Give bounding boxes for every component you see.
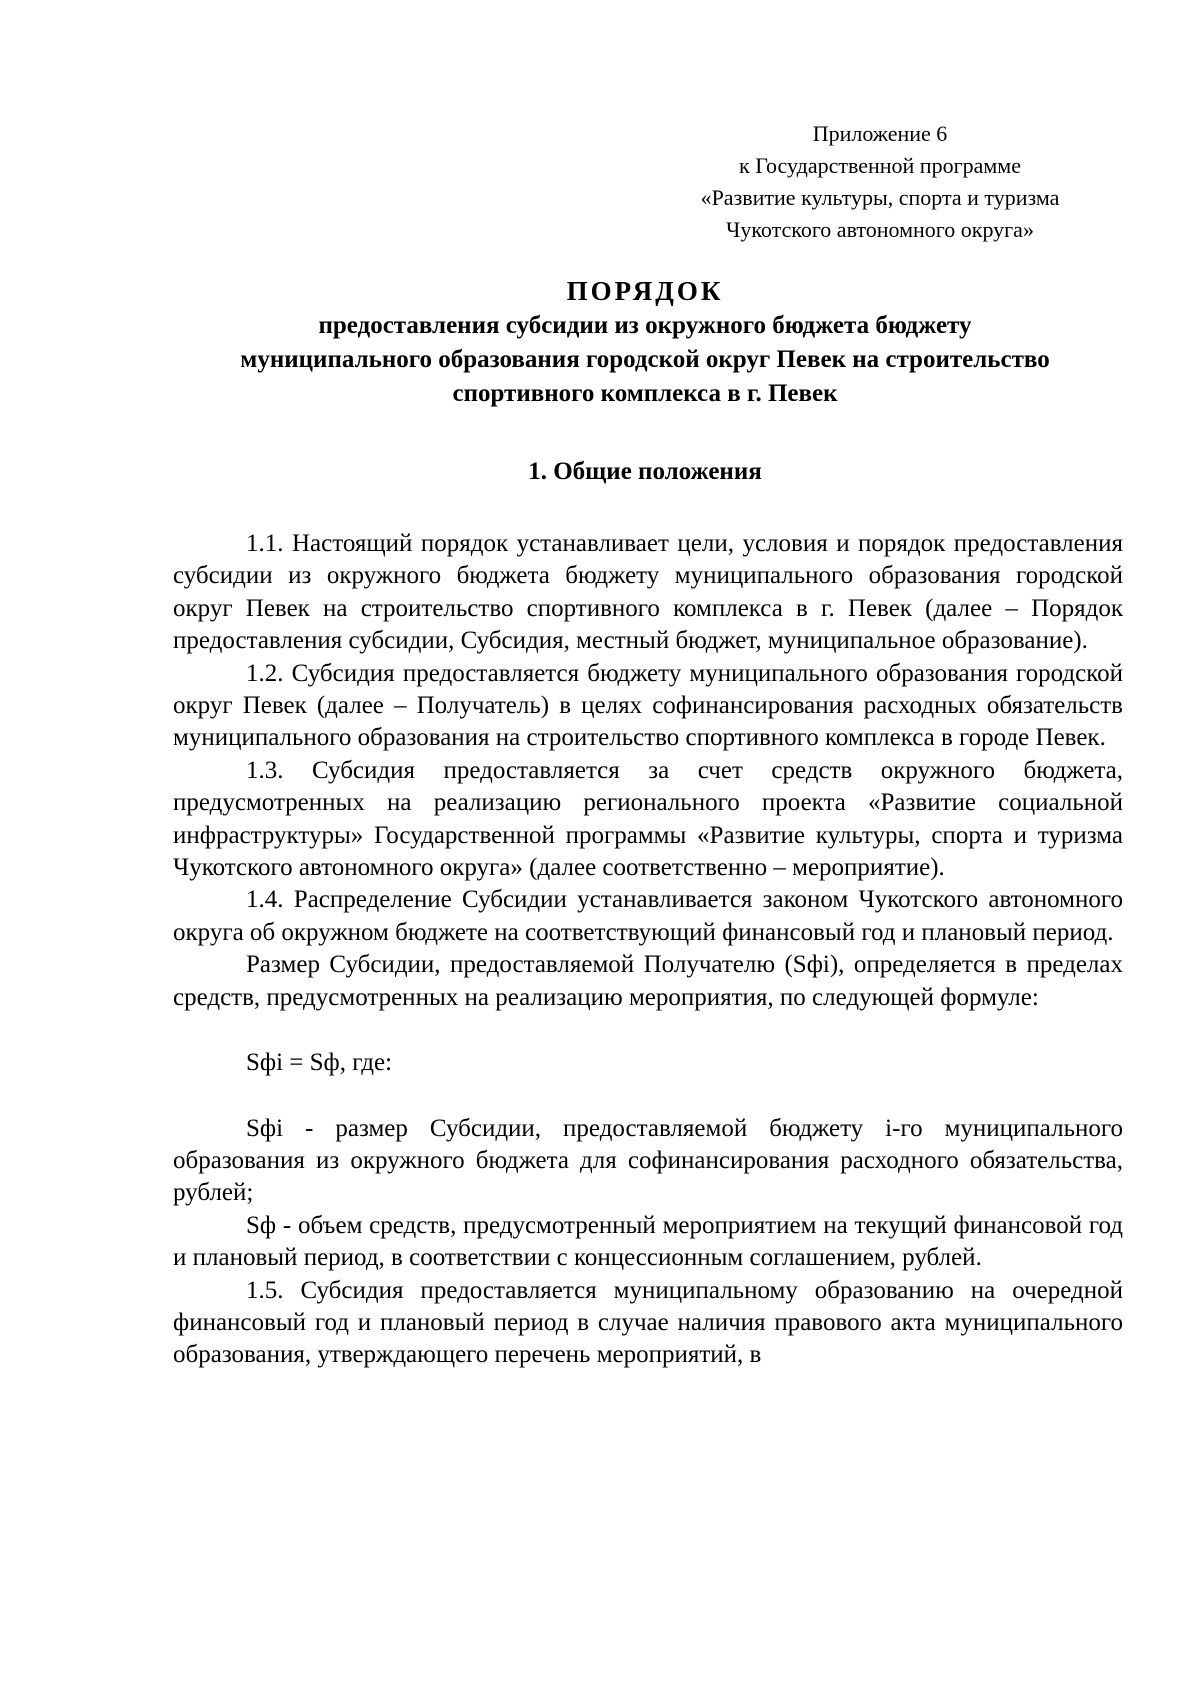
appendix-line: «Развитие культуры, спорта и туризма	[700, 185, 1060, 210]
appendix-line: Чукотского автономного округа»	[726, 217, 1034, 242]
formula: Sфi = Sф, где:	[246, 1049, 393, 1077]
document-title: ПОРЯДОК	[566, 276, 724, 306]
paragraph-1-4: 1.4. Распределение Субсидии устанавливается законом Чукотского автономного округа об окружном бюджете на соответствующий финансовый год и плановый период.	[173, 886, 1123, 946]
document-subtitle	[120, 309, 1170, 411]
document-title-block	[120, 273, 1170, 411]
subtitle-line: спортивного комплекса в г. Певек	[452, 380, 838, 407]
definition-sf: Sф - объем средств, предусмотренный мероприятием на текущий финансовой год и плановый период, в соответствии с концессионным соглашением, рублей.	[173, 1211, 1123, 1272]
document-body	[173, 528, 1123, 1372]
appendix-line: к Государственной программе	[739, 153, 1021, 178]
paragraph-1-1: 1.1. Настоящий порядок устанавливает цели, условия и порядок предоставления субсидии из окружного бюджета бюджету муниципального образования городской округ Певек на строительство спортивного комплекса в г. Певек (далее – Порядок предоставления субсидии, Субсидия, местный бюджет, муниципальное образование).	[173, 530, 1123, 655]
paragraph-1-2: 1.2. Субсидия предоставляется бюджету муниципального образования городской округ Певек (далее – Получатель) в целях софинансирования расходных обязательств муниципального образования на строительство спортивного комплекса в городе Певек.	[173, 659, 1123, 752]
appendix-note	[640, 118, 1120, 246]
paragraph-1-5: 1.5. Субсидия предоставляется муниципальному образованию на очередной финансовый год и плановый период в случае наличия правового акта муниципального образования, утверждающего перечень мероприятий, в	[173, 1276, 1123, 1369]
paragraph-1-3: 1.3. Субсидия предоставляется за счет средств окружного бюджета, предусмотренных на реализацию регионального проекта «Развитие социальной инфраструктуры» Государственной программы «Развитие культуры, спорта и туризма Чукотского автономного округа» (далее соответственно – мероприятие).	[173, 756, 1123, 882]
appendix-line: Приложение 6	[812, 121, 948, 146]
paragraph-subsidy-size: Размер Субсидии, предоставляемой Получателю (Sфi), определяется в пределах средств, предусмотренных на реализацию мероприятия, по следующей формуле:	[173, 951, 1123, 1011]
subtitle-line: муниципального образования городской округ Певек на строительство	[240, 346, 1050, 373]
definition-sfi: Sфi - размер Субсидии, предоставляемой бюджету i-го муниципального образования из окружного бюджета для софинансирования расходного обязательства, рублей;	[173, 1114, 1123, 1207]
section-heading: 1. Общие положения	[528, 458, 762, 485]
subtitle-line: предоставления субсидии из окружного бюджета бюджету	[318, 312, 972, 339]
